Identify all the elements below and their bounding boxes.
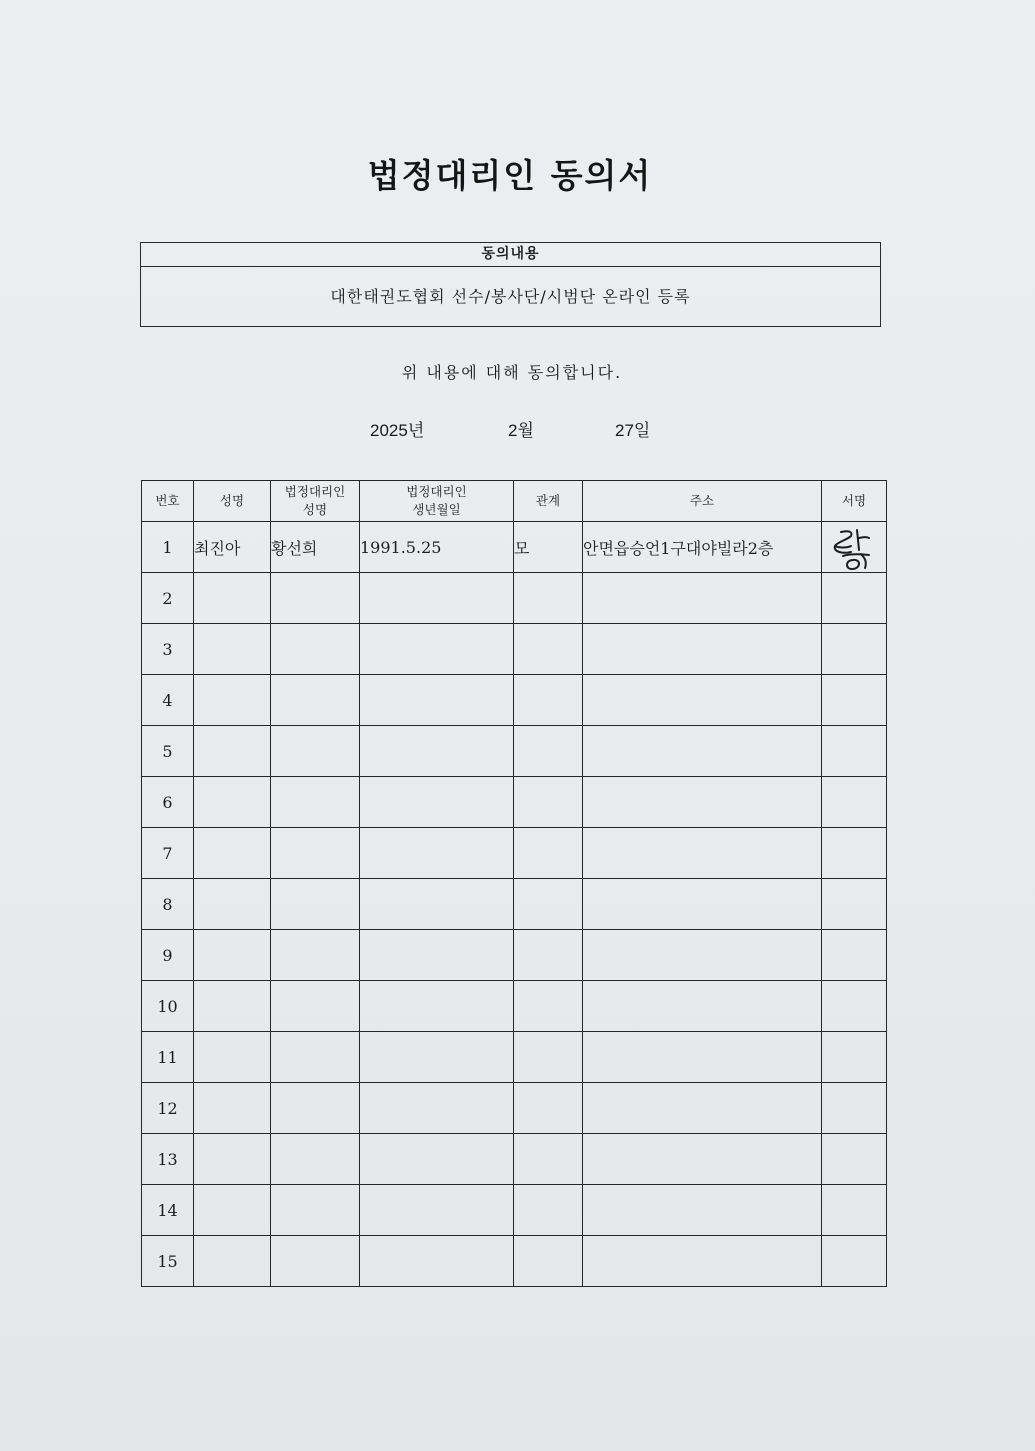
guardian-birthdate-cell[interactable]: 1991.5.25	[360, 522, 514, 573]
relation-cell[interactable]	[514, 777, 583, 828]
signature-cell[interactable]	[822, 1032, 887, 1083]
address-cell[interactable]	[583, 675, 822, 726]
row-number: 3	[142, 624, 194, 675]
row-number: 13	[142, 1134, 194, 1185]
signature-cell[interactable]	[822, 726, 887, 777]
guardian-birthdate-cell[interactable]	[360, 624, 514, 675]
consent-content-box	[140, 242, 881, 327]
guardian-name-cell[interactable]	[271, 675, 360, 726]
table-row	[142, 1236, 887, 1287]
relation-cell[interactable]	[514, 1083, 583, 1134]
participant-name-cell[interactable]	[194, 1134, 271, 1185]
address-cell[interactable]	[583, 1032, 822, 1083]
relation-cell[interactable]	[514, 1032, 583, 1083]
participant-name-cell[interactable]	[194, 1185, 271, 1236]
signature-cell[interactable]	[822, 828, 887, 879]
participant-name-cell[interactable]	[194, 1236, 271, 1287]
table-row	[142, 726, 887, 777]
participant-name-cell[interactable]	[194, 777, 271, 828]
signature-cell[interactable]	[822, 981, 887, 1032]
guardian-name-cell[interactable]	[271, 1083, 360, 1134]
relation-cell[interactable]	[514, 1236, 583, 1287]
relation-cell[interactable]: 모	[514, 522, 583, 573]
table-row	[142, 930, 887, 981]
relation-cell[interactable]	[514, 879, 583, 930]
participant-name-cell[interactable]	[194, 1032, 271, 1083]
relation-cell[interactable]	[514, 981, 583, 1032]
guardian-name-cell[interactable]	[271, 573, 360, 624]
table-header-row	[142, 481, 887, 522]
row-number: 10	[142, 981, 194, 1032]
header-relation: 관계	[514, 481, 583, 522]
guardian-name-cell[interactable]	[271, 1032, 360, 1083]
row-number: 5	[142, 726, 194, 777]
row-number: 6	[142, 777, 194, 828]
guardian-birthdate-cell[interactable]	[360, 1134, 514, 1185]
row-number: 9	[142, 930, 194, 981]
row-number: 14	[142, 1185, 194, 1236]
participant-name-cell[interactable]: 최진아	[194, 522, 271, 573]
date-month: 2월	[508, 421, 534, 440]
signature-cell[interactable]	[822, 1083, 887, 1134]
header-guardian-birthdate: 법정대리인 생년월일	[360, 481, 514, 522]
signature-cell[interactable]	[822, 1236, 887, 1287]
relation-cell[interactable]	[514, 828, 583, 879]
row-number: 7	[142, 828, 194, 879]
row-number: 12	[142, 1083, 194, 1134]
row-number: 8	[142, 879, 194, 930]
participant-name-cell[interactable]	[194, 981, 271, 1032]
guardian-birthdate-cell[interactable]	[360, 828, 514, 879]
address-cell[interactable]	[583, 1134, 822, 1185]
address-cell[interactable]	[583, 1236, 822, 1287]
guardian-name-cell[interactable]	[271, 1236, 360, 1287]
address-cell[interactable]	[583, 1083, 822, 1134]
participant-name-cell[interactable]	[194, 1083, 271, 1134]
table-row	[142, 675, 887, 726]
guardian-birthdate-cell[interactable]	[360, 981, 514, 1032]
guardian-name-cell[interactable]	[271, 981, 360, 1032]
consent-content-text: 대한태권도협회 선수/봉사단/시범단 온라인 등록	[330, 287, 691, 306]
signature-cell[interactable]	[822, 624, 887, 675]
relation-cell[interactable]	[514, 726, 583, 777]
guardian-birthdate-cell[interactable]	[360, 777, 514, 828]
relation-cell[interactable]	[514, 1185, 583, 1236]
guardian-birthdate-cell[interactable]	[360, 1185, 514, 1236]
guardian-name-cell[interactable]	[271, 624, 360, 675]
address-cell[interactable]	[583, 981, 822, 1032]
guardian-birthdate-cell[interactable]	[360, 573, 514, 624]
participant-name-cell[interactable]	[194, 726, 271, 777]
relation-cell[interactable]	[514, 624, 583, 675]
handwritten-signature-icon	[829, 524, 879, 570]
guardian-birthdate-cell[interactable]	[360, 1236, 514, 1287]
date-day: 27일	[615, 421, 651, 440]
guardian-name-cell[interactable]	[271, 1185, 360, 1236]
signature-cell[interactable]	[822, 879, 887, 930]
participant-name-cell[interactable]	[194, 879, 271, 930]
document-title: 법정대리인 동의서	[367, 156, 653, 195]
participant-name-cell[interactable]	[194, 624, 271, 675]
consent-content-heading: 동의내용	[141, 243, 880, 267]
address-cell[interactable]	[583, 828, 822, 879]
address-cell[interactable]	[583, 624, 822, 675]
table-row	[142, 1134, 887, 1185]
guardian-name-cell[interactable]	[271, 828, 360, 879]
row-number: 1	[142, 522, 194, 573]
relation-cell[interactable]	[514, 675, 583, 726]
participant-name-cell[interactable]	[194, 930, 271, 981]
header-number: 번호	[142, 481, 194, 522]
table-row	[142, 981, 887, 1032]
guardian-name-cell[interactable]	[271, 777, 360, 828]
table-row	[142, 624, 887, 675]
guardian-registration-table	[141, 480, 887, 1287]
header-address: 주소	[583, 481, 822, 522]
header-guardian-name: 법정대리인 성명	[271, 481, 360, 522]
address-cell[interactable]	[583, 1185, 822, 1236]
table-row	[142, 573, 887, 624]
participant-name-cell[interactable]	[194, 675, 271, 726]
date-year: 2025년	[370, 421, 425, 440]
participant-name-cell[interactable]	[194, 573, 271, 624]
relation-cell[interactable]	[514, 1134, 583, 1185]
header-name: 성명	[194, 481, 271, 522]
signature-cell[interactable]	[822, 573, 887, 624]
table-row	[142, 1032, 887, 1083]
row-number: 15	[142, 1236, 194, 1287]
table-row	[142, 522, 887, 573]
address-cell[interactable]	[583, 777, 822, 828]
table-row	[142, 777, 887, 828]
relation-cell[interactable]	[514, 573, 583, 624]
guardian-birthdate-cell[interactable]	[360, 879, 514, 930]
table-row	[142, 1083, 887, 1134]
guardian-birthdate-cell[interactable]	[360, 726, 514, 777]
signature-cell[interactable]	[822, 777, 887, 828]
table-row	[142, 828, 887, 879]
row-number: 2	[142, 573, 194, 624]
participant-name-cell[interactable]	[194, 828, 271, 879]
signature-cell[interactable]	[822, 930, 887, 981]
agreement-statement: 위 내용에 대해 동의합니다.	[401, 363, 623, 382]
relation-cell[interactable]	[514, 930, 583, 981]
signature-cell[interactable]	[822, 522, 887, 573]
table-body	[142, 522, 887, 1287]
address-cell[interactable]	[583, 726, 822, 777]
signature-cell[interactable]	[822, 1185, 887, 1236]
table-row	[142, 879, 887, 930]
guardian-name-cell[interactable]	[271, 726, 360, 777]
guardian-name-cell[interactable]	[271, 1134, 360, 1185]
table-row	[142, 1185, 887, 1236]
row-number: 4	[142, 675, 194, 726]
guardian-birthdate-cell[interactable]	[360, 930, 514, 981]
row-number: 11	[142, 1032, 194, 1083]
address-cell[interactable]	[583, 879, 822, 930]
address-cell[interactable]	[583, 573, 822, 624]
guardian-birthdate-cell[interactable]	[360, 1083, 514, 1134]
guardian-name-cell[interactable]	[271, 930, 360, 981]
guardian-name-cell[interactable]	[271, 879, 360, 930]
address-cell[interactable]: 안면읍승언1구대야빌라2층	[583, 522, 822, 573]
address-cell[interactable]	[583, 930, 822, 981]
guardian-birthdate-cell[interactable]	[360, 1032, 514, 1083]
header-signature: 서명	[822, 481, 887, 522]
signature-cell[interactable]	[822, 1134, 887, 1185]
guardian-birthdate-cell[interactable]	[360, 675, 514, 726]
guardian-name-cell[interactable]: 황선희	[271, 522, 360, 573]
signature-cell[interactable]	[822, 675, 887, 726]
